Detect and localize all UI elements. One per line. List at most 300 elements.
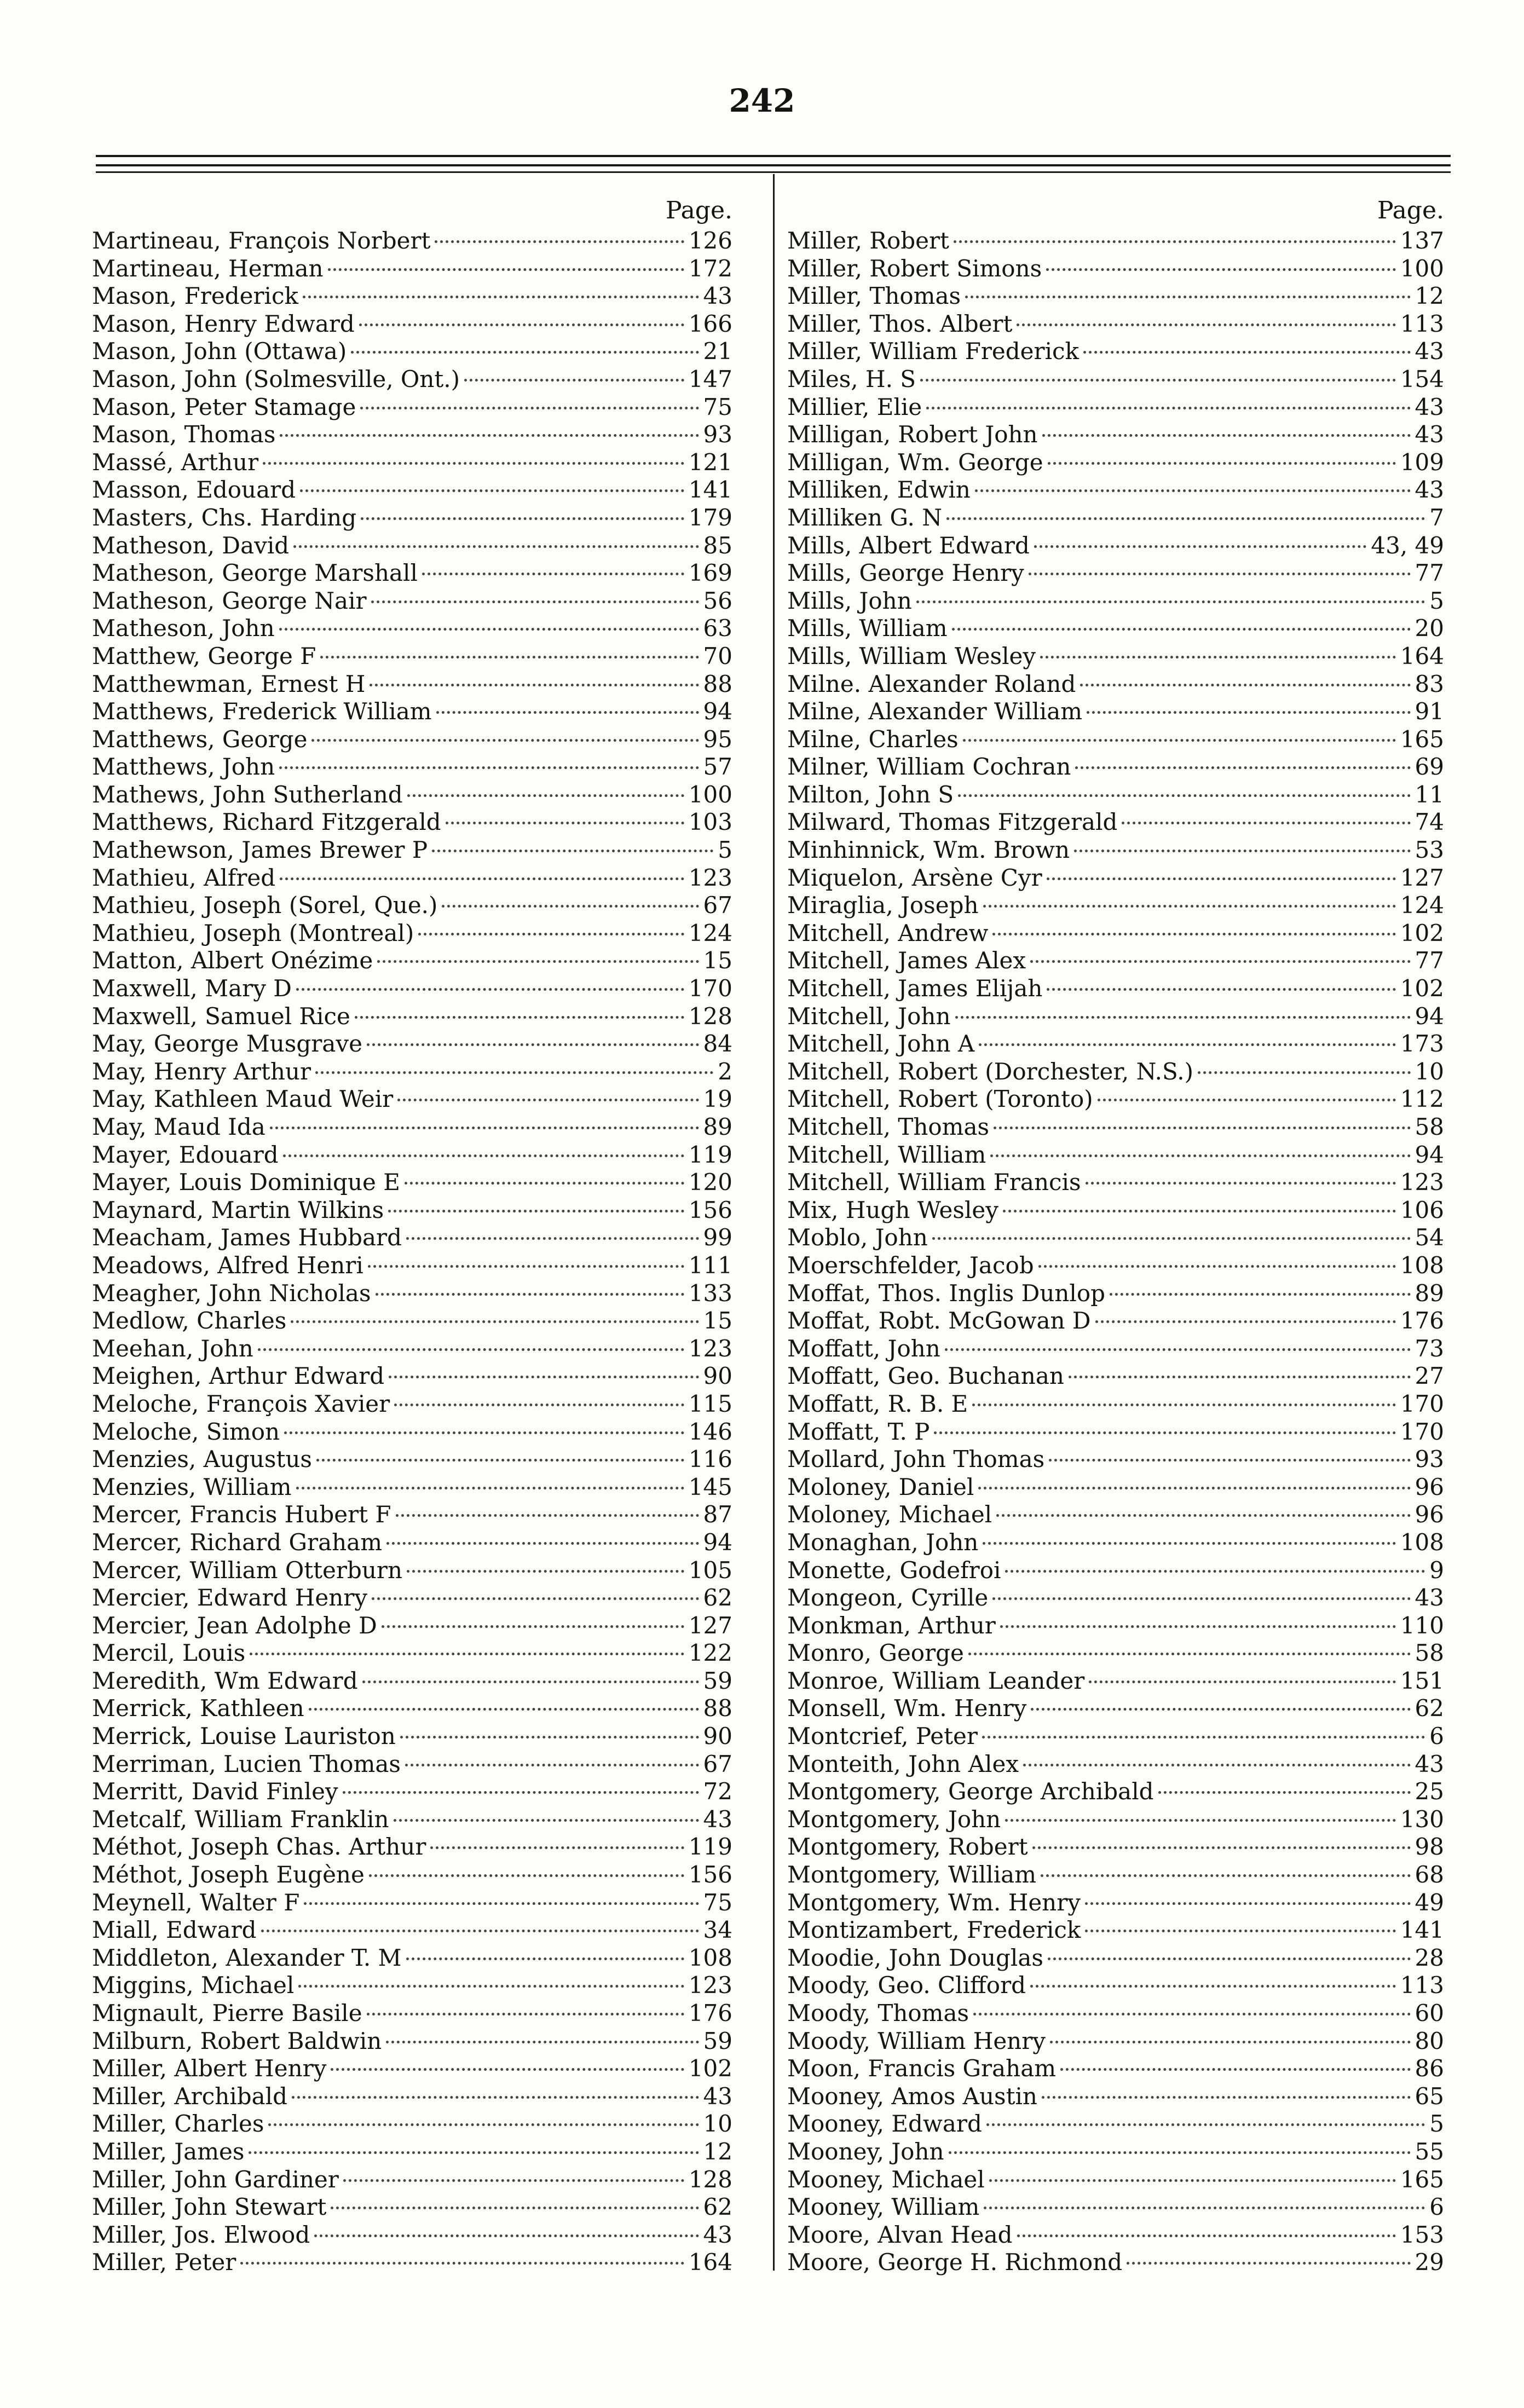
dot-leader xyxy=(309,1708,699,1711)
index-entry xyxy=(787,394,1444,421)
index-entry xyxy=(787,1584,1444,1612)
dot-leader xyxy=(370,684,698,686)
index-entry xyxy=(787,726,1444,754)
index-entry xyxy=(92,1501,732,1529)
entry-page-reference: 103 xyxy=(688,809,732,836)
entry-page-reference: 94 xyxy=(1415,1141,1444,1168)
index-entry xyxy=(92,2249,732,2277)
dot-leader xyxy=(250,1653,684,1655)
entry-name: Montcrief, Peter xyxy=(787,1723,978,1750)
entry-page-reference: 127 xyxy=(1400,864,1444,891)
dot-leader xyxy=(300,489,684,492)
index-entry xyxy=(787,643,1444,671)
index-entry xyxy=(92,1335,732,1363)
entry-page-reference: 99 xyxy=(703,1224,732,1251)
entry-page-reference: 11 xyxy=(1415,781,1444,808)
entry-page-reference: 109 xyxy=(1400,448,1444,476)
dot-leader xyxy=(1000,1625,1396,1628)
entry-name: Mollard, John Thomas xyxy=(787,1446,1045,1473)
entry-name: Milligan, Wm. George xyxy=(787,448,1043,476)
index-entry xyxy=(92,1252,732,1280)
entry-page-reference: 102 xyxy=(1400,975,1444,1002)
dot-leader xyxy=(351,351,698,354)
dot-leader xyxy=(367,2013,684,2016)
dot-leader xyxy=(1047,877,1396,880)
entry-name: Méthot, Joseph Chas. Arthur xyxy=(92,1833,426,1861)
entry-name: Mooney, Amos Austin xyxy=(787,2082,1037,2110)
entry-name: Masson, Edouard xyxy=(92,476,296,504)
dot-leader xyxy=(932,1237,1411,1240)
dot-leader xyxy=(978,1487,1410,1489)
index-entry xyxy=(787,310,1444,338)
entry-page-reference: 94 xyxy=(1415,1002,1444,1030)
index-entry xyxy=(787,504,1444,532)
dot-leader xyxy=(304,1902,698,1905)
index-entry xyxy=(787,920,1444,948)
right-column xyxy=(787,194,1444,2277)
dot-leader xyxy=(916,600,1425,603)
index-entry xyxy=(787,836,1444,864)
index-entry xyxy=(92,2083,732,2111)
index-entry xyxy=(92,1058,732,1086)
entry-page-reference: 43 xyxy=(1415,1584,1444,1612)
entry-name: Mitchell, John xyxy=(787,1002,951,1030)
index-entry xyxy=(787,1085,1444,1113)
index-entry xyxy=(787,1141,1444,1169)
entry-page-reference: 156 xyxy=(688,1196,732,1223)
entry-name: Miller, John Gardiner xyxy=(92,2166,339,2193)
dot-leader xyxy=(1030,1985,1396,1988)
entry-name: Miller, Charles xyxy=(92,2110,264,2138)
entry-name: Mills, William xyxy=(787,615,948,642)
dot-leader xyxy=(258,1348,684,1351)
dot-leader xyxy=(268,2123,698,2126)
entry-page-reference: 133 xyxy=(688,1279,732,1307)
entry-page-reference: 57 xyxy=(703,753,732,781)
entry-page-reference: 123 xyxy=(688,864,732,891)
dot-leader xyxy=(983,905,1396,908)
index-entry xyxy=(92,2055,732,2083)
index-entry xyxy=(92,781,732,809)
index-entry xyxy=(787,255,1444,283)
entry-name: Miller, James xyxy=(92,2138,245,2165)
entry-name: Mathewson, James Brewer P xyxy=(92,836,428,864)
entry-page-reference: 67 xyxy=(703,1750,732,1777)
entry-name: Mills, William Wesley xyxy=(787,642,1036,669)
dot-leader xyxy=(1017,2234,1396,2237)
entry-page-reference: 77 xyxy=(1415,947,1444,974)
entry-page-reference: 106 xyxy=(1400,1196,1444,1223)
dot-leader xyxy=(394,1404,684,1406)
dot-leader xyxy=(270,1127,699,1129)
dot-leader xyxy=(296,1487,684,1489)
index-entry xyxy=(787,2028,1444,2055)
entry-page-reference: 108 xyxy=(1400,1251,1444,1279)
entry-page-reference: 96 xyxy=(1415,1501,1444,1528)
dot-leader xyxy=(279,766,698,769)
right-entry-list xyxy=(787,227,1444,2277)
index-entry xyxy=(787,753,1444,781)
entry-page-reference: 173 xyxy=(1400,1030,1444,1058)
index-entry xyxy=(92,2000,732,2028)
dot-leader xyxy=(1040,656,1396,659)
dot-leader xyxy=(280,434,698,437)
entry-page-reference: 95 xyxy=(703,725,732,753)
entry-page-reference: 7 xyxy=(1429,504,1444,531)
entry-page-reference: 89 xyxy=(1415,1279,1444,1307)
entry-name: Monette, Godefroi xyxy=(787,1556,1001,1584)
index-entry xyxy=(92,1667,732,1695)
entry-name: Matthews, Frederick William xyxy=(92,698,432,725)
entry-page-reference: 122 xyxy=(688,1639,732,1667)
dot-leader xyxy=(1110,1293,1411,1296)
dot-leader xyxy=(958,794,1410,797)
index-entry xyxy=(92,1446,732,1474)
index-entry xyxy=(787,809,1444,836)
entry-name: Maynard, Martin Wilkins xyxy=(92,1196,384,1223)
entry-name: Moore, Alvan Head xyxy=(787,2221,1013,2248)
entry-page-reference: 2 xyxy=(718,1058,732,1085)
entry-page-reference: 43 xyxy=(703,1805,732,1833)
entry-name: Moffatt, R. B. E xyxy=(787,1390,968,1417)
dot-leader xyxy=(1127,2262,1410,2265)
entry-page-reference: 123 xyxy=(1400,1169,1444,1196)
index-entry xyxy=(787,2083,1444,2111)
dot-leader xyxy=(293,545,698,548)
entry-page-reference: 112 xyxy=(1400,1085,1444,1113)
entry-page-reference: 164 xyxy=(1400,642,1444,669)
index-entry xyxy=(92,476,732,504)
entry-name: Miquelon, Arsène Cyr xyxy=(787,864,1042,891)
dot-leader xyxy=(368,1265,684,1268)
entry-name: Matthews, George xyxy=(92,725,308,753)
index-entry xyxy=(787,1501,1444,1529)
index-entry xyxy=(787,1169,1444,1197)
dot-leader xyxy=(261,1930,699,1932)
dot-leader xyxy=(1038,1265,1396,1268)
entry-name: Milliken, Edwin xyxy=(787,476,971,504)
index-entry xyxy=(787,1778,1444,1806)
index-entry xyxy=(92,1141,732,1169)
entry-page-reference: 151 xyxy=(1400,1667,1444,1694)
index-entry xyxy=(92,671,732,698)
index-entry xyxy=(787,449,1444,477)
entry-name: Miller, Archibald xyxy=(92,2082,287,2110)
index-entry xyxy=(92,2193,732,2221)
index-entry xyxy=(787,1390,1444,1418)
entry-name: Milne, Charles xyxy=(787,725,959,753)
dot-leader xyxy=(396,1514,699,1517)
dot-leader xyxy=(406,1237,699,1240)
index-entry xyxy=(92,1307,732,1335)
entry-page-reference: 54 xyxy=(1415,1224,1444,1251)
index-entry xyxy=(92,366,732,394)
entry-name: Montgomery, John xyxy=(787,1805,1001,1833)
entry-page-reference: 73 xyxy=(1415,1335,1444,1362)
entry-page-reference: 165 xyxy=(1400,725,1444,753)
dot-leader xyxy=(996,1514,1410,1517)
entry-page-reference: 102 xyxy=(688,2055,732,2082)
dot-leader xyxy=(280,877,684,880)
dot-leader xyxy=(316,1459,684,1462)
index-entry xyxy=(92,587,732,615)
dot-leader xyxy=(376,1293,684,1296)
index-entry xyxy=(787,1280,1444,1308)
dot-leader xyxy=(945,1348,1411,1351)
index-entry xyxy=(92,227,732,255)
entry-page-reference: 43 xyxy=(1415,393,1444,420)
entry-name: Miraglia, Joseph xyxy=(787,892,979,919)
index-entry xyxy=(787,1612,1444,1640)
left-entry-list xyxy=(92,227,732,2277)
entry-page-reference: 108 xyxy=(688,1944,732,1971)
entry-name: Mathieu, Alfred xyxy=(92,864,276,891)
entry-name: Mason, John (Ottawa) xyxy=(92,338,347,365)
entry-page-reference: 145 xyxy=(688,1473,732,1500)
entry-page-reference: 43, 49 xyxy=(1371,532,1444,559)
index-entry xyxy=(92,2138,732,2166)
left-column xyxy=(92,194,732,2277)
dot-leader xyxy=(422,573,684,575)
entry-page-reference: 154 xyxy=(1400,365,1444,392)
index-entry xyxy=(787,1557,1444,1585)
index-entry xyxy=(92,892,732,920)
entry-name: Miller, Thos. Albert xyxy=(787,310,1013,337)
dot-leader xyxy=(1048,1957,1411,1960)
entry-page-reference: 28 xyxy=(1415,1944,1444,1971)
index-entry xyxy=(787,559,1444,587)
index-entry xyxy=(787,1058,1444,1086)
index-entry xyxy=(92,753,732,781)
index-entry xyxy=(787,2055,1444,2083)
entry-name: Maxwell, Samuel Rice xyxy=(92,1002,350,1030)
dot-leader xyxy=(946,517,1425,520)
dot-leader xyxy=(359,324,684,326)
entry-page-reference: 21 xyxy=(703,338,732,365)
dot-leader xyxy=(1034,545,1367,548)
entry-name: Martineau, François Norbert xyxy=(92,227,431,254)
entry-page-reference: 153 xyxy=(1400,2221,1444,2248)
entry-name: Mason, Henry Edward xyxy=(92,310,355,337)
entry-page-reference: 88 xyxy=(703,670,732,697)
dot-leader xyxy=(367,1043,699,1046)
index-entry xyxy=(92,698,732,726)
index-entry xyxy=(787,338,1444,366)
index-entry xyxy=(92,1778,732,1806)
index-entry xyxy=(92,338,732,366)
entry-name: Mignault, Pierre Basile xyxy=(92,2000,362,2026)
entry-page-reference: 94 xyxy=(703,1528,732,1556)
entry-name: Mitchell, Thomas xyxy=(787,1113,990,1140)
entry-name: Mooney, John xyxy=(787,2138,944,2165)
dot-leader xyxy=(400,1736,699,1739)
index-entry xyxy=(92,1639,732,1667)
dot-leader xyxy=(1089,1681,1396,1683)
entry-name: Mercil, Louis xyxy=(92,1639,246,1667)
dot-leader xyxy=(371,600,699,603)
entry-name: Mooney, Edward xyxy=(787,2110,982,2138)
right-column-heading: Page. xyxy=(1377,197,1444,224)
index-entry xyxy=(92,1197,732,1225)
dot-leader xyxy=(331,2068,684,2071)
entry-page-reference: 115 xyxy=(688,1390,732,1417)
entry-name: Mercier, Jean Adolphe D xyxy=(92,1612,377,1639)
entry-page-reference: 98 xyxy=(1415,1833,1444,1861)
index-entry xyxy=(787,975,1444,1003)
entry-page-reference: 68 xyxy=(1415,1861,1444,1889)
entry-name: Moffat, Robt. McGowan D xyxy=(787,1307,1091,1335)
index-entry xyxy=(92,449,732,477)
entry-page-reference: 165 xyxy=(1400,2166,1444,2193)
index-entry xyxy=(92,1030,732,1058)
index-entry xyxy=(787,1113,1444,1141)
dot-leader xyxy=(263,462,684,465)
dot-leader xyxy=(386,1542,699,1545)
entry-page-reference: 100 xyxy=(688,781,732,808)
entry-name: Miller, John Stewart xyxy=(92,2193,327,2221)
dot-leader xyxy=(972,1404,1396,1406)
entry-page-reference: 56 xyxy=(703,587,732,614)
entry-name: Moody, Thomas xyxy=(787,2000,969,2026)
entry-page-reference: 128 xyxy=(688,1002,732,1030)
entry-page-reference: 77 xyxy=(1415,559,1444,587)
entry-page-reference: 128 xyxy=(688,2166,732,2193)
index-entry xyxy=(787,671,1444,698)
entry-name: Moody, Geo. Clifford xyxy=(787,1972,1026,1999)
entry-page-reference: 126 xyxy=(688,227,732,254)
entry-name: Meredith, Wm Edward xyxy=(92,1667,358,1694)
dot-leader xyxy=(303,296,699,298)
index-entry xyxy=(787,1003,1444,1031)
entry-page-reference: 19 xyxy=(703,1085,732,1113)
dot-leader xyxy=(314,2234,698,2237)
entry-name: Monsell, Wm. Henry xyxy=(787,1695,1027,1722)
index-entry xyxy=(92,1806,732,1834)
dot-leader xyxy=(372,1597,698,1600)
dot-leader xyxy=(949,2151,1411,2154)
index-entry xyxy=(92,1861,732,1889)
entry-name: Moloney, Michael xyxy=(787,1501,992,1528)
entry-name: Miller, William Frederick xyxy=(787,338,1079,365)
index-entry xyxy=(92,809,732,836)
entry-page-reference: 119 xyxy=(688,1833,732,1861)
index-entry xyxy=(92,1557,732,1585)
entry-name: Monkman, Arthur xyxy=(787,1612,996,1639)
index-entry xyxy=(92,2028,732,2055)
entry-page-reference: 100 xyxy=(1400,255,1444,282)
entry-page-reference: 74 xyxy=(1415,809,1444,836)
dot-leader xyxy=(934,1431,1395,1434)
entry-name: Meadows, Alfred Henri xyxy=(92,1251,363,1279)
entry-name: Mitchell, James Elijah xyxy=(787,975,1043,1002)
dot-leader xyxy=(442,905,698,908)
index-entry xyxy=(92,255,732,283)
dot-leader xyxy=(1017,324,1395,326)
entry-name: Monroe, William Leander xyxy=(787,1667,1085,1694)
entry-name: Meighen, Arthur Edward xyxy=(92,1362,385,1390)
entry-name: May, George Musgrave xyxy=(92,1030,362,1058)
index-entry xyxy=(92,394,732,421)
entry-name: Monaghan, John xyxy=(787,1528,979,1556)
entry-name: Mason, John (Solmesville, Ont.) xyxy=(92,365,460,392)
dot-leader xyxy=(1198,1071,1411,1074)
index-entry xyxy=(787,1944,1444,1972)
dot-leader xyxy=(343,2179,684,2182)
entry-page-reference: 59 xyxy=(703,2027,732,2054)
dot-leader xyxy=(397,1099,698,1101)
entry-name: Mix, Hugh Wesley xyxy=(787,1196,998,1223)
dot-leader xyxy=(405,1764,699,1766)
index-entry xyxy=(787,421,1444,449)
entry-name: Mitchell, William xyxy=(787,1141,986,1168)
dot-leader xyxy=(436,711,699,714)
dot-leader xyxy=(979,1043,1396,1046)
index-entry xyxy=(92,643,732,671)
entry-page-reference: 43 xyxy=(1415,338,1444,365)
entry-name: Merritt, David Finley xyxy=(92,1778,338,1805)
entry-name: Matheson, David xyxy=(92,532,290,559)
entry-page-reference: 10 xyxy=(1415,1058,1444,1085)
index-entry xyxy=(787,2166,1444,2194)
entry-name: Matheson, George Nair xyxy=(92,587,367,614)
index-entry xyxy=(787,1833,1444,1861)
entry-name: Metcalf, William Franklin xyxy=(92,1805,389,1833)
entry-name: Mongeon, Cyrille xyxy=(787,1584,989,1612)
index-entry xyxy=(92,559,732,587)
entry-name: Masters, Chs. Harding xyxy=(92,504,357,531)
dot-leader xyxy=(355,1016,684,1019)
dot-leader xyxy=(407,1570,684,1573)
index-entry xyxy=(787,282,1444,310)
index-entry xyxy=(787,1639,1444,1667)
entry-page-reference: 6 xyxy=(1429,2193,1444,2221)
entry-page-reference: 58 xyxy=(1415,1639,1444,1667)
entry-name: Miggins, Michael xyxy=(92,1972,295,1999)
dot-leader xyxy=(920,379,1396,382)
entry-page-reference: 124 xyxy=(688,919,732,946)
entry-page-reference: 164 xyxy=(688,2249,732,2276)
dot-leader xyxy=(982,1736,1425,1739)
index-entry xyxy=(787,698,1444,726)
entry-page-reference: 9 xyxy=(1429,1556,1444,1584)
index-entry xyxy=(787,781,1444,809)
dot-leader xyxy=(1042,434,1411,437)
dot-leader xyxy=(464,379,684,382)
entry-name: Matton, Albert Onézime xyxy=(92,947,373,974)
entry-name: Mathieu, Joseph (Montreal) xyxy=(92,919,414,946)
dot-leader xyxy=(1031,1708,1410,1711)
index-entry xyxy=(92,1224,732,1252)
dot-leader xyxy=(1085,1930,1395,1932)
dot-leader xyxy=(435,240,684,243)
entry-page-reference: 80 xyxy=(1415,2027,1444,2054)
entry-page-reference: 15 xyxy=(703,947,732,974)
dot-leader xyxy=(1158,1791,1411,1794)
entry-name: Moerschfelder, Jacob xyxy=(787,1251,1034,1279)
dot-leader xyxy=(1069,1376,1411,1378)
entry-page-reference: 6 xyxy=(1429,1723,1444,1750)
entry-page-reference: 94 xyxy=(703,698,732,725)
entry-page-reference: 121 xyxy=(688,448,732,476)
entry-page-reference: 29 xyxy=(1415,2249,1444,2276)
index-entry xyxy=(92,1003,732,1031)
entry-page-reference: 88 xyxy=(703,1695,732,1722)
index-entry xyxy=(787,532,1444,560)
index-entry xyxy=(92,1529,732,1557)
index-entry xyxy=(787,864,1444,892)
dot-leader xyxy=(986,2123,1425,2126)
index-entry xyxy=(787,1723,1444,1751)
